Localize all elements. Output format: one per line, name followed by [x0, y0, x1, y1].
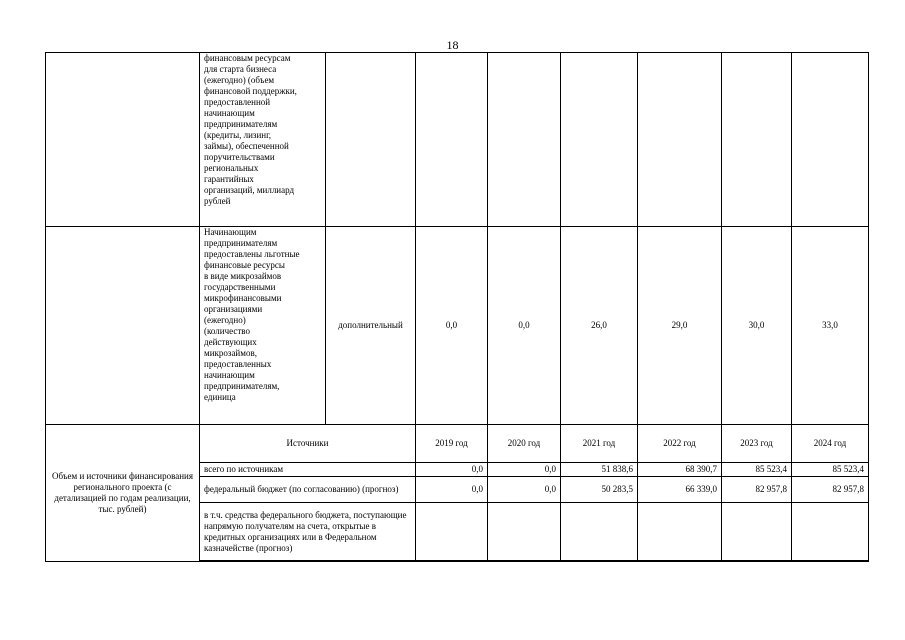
value-cell: 0,0 — [416, 227, 488, 425]
value-cell — [561, 53, 638, 227]
value-cell: 26,0 — [561, 227, 638, 425]
value-cell — [722, 53, 792, 227]
amount-cell — [722, 503, 792, 561]
empty-cell — [46, 53, 200, 227]
year-header: 2021 год — [561, 425, 638, 463]
value-cell: 33,0 — [792, 227, 869, 425]
amount-cell: 0,0 — [488, 477, 561, 503]
value-cell: 30,0 — [722, 227, 792, 425]
financing-header-row — [46, 425, 869, 463]
value-cell: 0,0 — [488, 227, 561, 425]
amount-cell: 0,0 — [416, 463, 488, 477]
amount-cell: 51 838,6 — [561, 463, 638, 477]
sources-header: Источники — [200, 425, 416, 463]
financing-label: Объем и источники финансирования регионального проекта (с детализацией по годам реализации, тыс. рублей) — [46, 425, 200, 562]
year-header: 2019 год — [416, 425, 488, 463]
value-cell: 29,0 — [638, 227, 722, 425]
amount-cell: 66 339,0 — [638, 477, 722, 503]
amount-cell — [638, 503, 722, 561]
value-cell — [792, 53, 869, 227]
source-name: федеральный бюджет (по согласованию) (прогноз) — [200, 477, 416, 503]
source-name: в т.ч. средства федерального бюджета, поступающие напрямую получателям на счета, открытые в кредитных организациях или в Федеральном казначействе (прогноз) — [200, 503, 416, 561]
value-cell — [416, 53, 488, 227]
spacer-cell — [200, 561, 869, 562]
indicator-text: Начинающим предпринимателям предоставлены льготные финансовые ресурсы в виде микрозаймов государственными микрофинансовыми организациями (ежегодно) (количество действующих микрозаймов, предоставленных начинающим предпринимателям, единица — [200, 227, 326, 425]
year-header: 2023 год — [722, 425, 792, 463]
amount-cell: 85 523,4 — [792, 463, 869, 477]
amount-cell: 0,0 — [488, 463, 561, 477]
source-name: всего по источникам — [200, 463, 416, 477]
amount-cell: 85 523,4 — [722, 463, 792, 477]
amount-cell: 82 957,8 — [792, 477, 869, 503]
amount-cell: 82 957,8 — [722, 477, 792, 503]
amount-cell — [561, 503, 638, 561]
page-number: 18 — [446, 38, 459, 52]
amount-cell: 68 390,7 — [638, 463, 722, 477]
project-table — [45, 52, 869, 562]
value-cell — [488, 53, 561, 227]
year-header: 2022 год — [638, 425, 722, 463]
amount-cell — [792, 503, 869, 561]
empty-cell — [46, 227, 200, 425]
indicator-row — [46, 227, 869, 425]
year-header: 2020 год — [488, 425, 561, 463]
indicator-text: финансовым ресурсам для старта бизнеса (ежегодно) (объем финансовой поддержки, предоставленной начинающим предпринимателям (кредиты, лизинг, займы), обеспеченной поручительствами региональных гарантийных организаций, миллиард рублей — [200, 53, 326, 227]
indicator-type — [326, 53, 416, 227]
amount-cell — [416, 503, 488, 561]
year-header: 2024 год — [792, 425, 869, 463]
value-cell — [638, 53, 722, 227]
amount-cell: 50 283,5 — [561, 477, 638, 503]
indicator-row — [46, 53, 869, 227]
amount-cell — [488, 503, 561, 561]
amount-cell: 0,0 — [416, 477, 488, 503]
indicator-type: дополнительный — [326, 227, 416, 425]
